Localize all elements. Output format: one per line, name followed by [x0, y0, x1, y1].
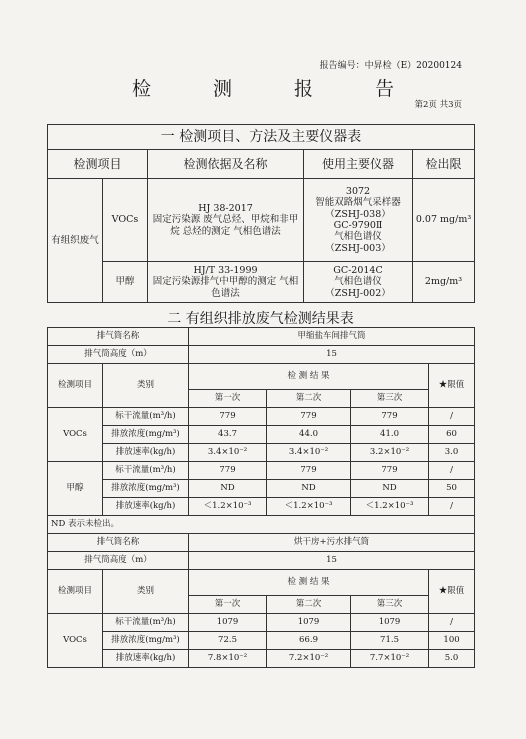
instrument-line: 气相色谱仪: [334, 231, 382, 243]
item-header: 检测项目: [48, 364, 103, 408]
result-value: 779: [267, 408, 351, 426]
category-cell: 排放速率(kg/h): [103, 498, 189, 516]
seal-stamp: [480, 560, 520, 670]
header-limit: 检出限: [413, 150, 475, 179]
standard-cell: [148, 179, 304, 262]
limit-value: /: [429, 462, 475, 480]
limit-value: 5.0: [429, 650, 475, 668]
category-cell: 标干流量(m³/h): [103, 462, 189, 480]
header-standard: 检测依据及名称: [148, 150, 304, 179]
limit-value: 100: [429, 632, 475, 650]
category-cell: 排放浓度(mg/m³): [103, 632, 189, 650]
limit-value: /: [429, 498, 475, 516]
run-header: 第一次: [189, 390, 267, 408]
category-cell: 排放速率(kg/h): [103, 444, 189, 462]
result-value: 7.8×10⁻²: [189, 650, 267, 668]
result-value: 3.2×10⁻²: [351, 444, 429, 462]
limit-header: ★限值: [429, 570, 475, 614]
pollutant-name: VOCs: [48, 408, 103, 462]
note: ND 表示未检出。: [48, 516, 475, 534]
result-value: 7.7×10⁻²: [351, 650, 429, 668]
pollutant-name: VOCs: [48, 614, 103, 668]
category-cell: 排放速率(kg/h): [103, 650, 189, 668]
result-value: 1079: [189, 614, 267, 632]
stack-height-label: 排气筒高度（m）: [48, 552, 189, 570]
stack-name: 烘干房+污水排气筒: [189, 534, 475, 552]
category-header: 类别: [103, 364, 189, 408]
result-value: ND: [189, 480, 267, 498]
category-cell: 标干流量(m³/h): [103, 408, 189, 426]
result-value: ＜1.2×10⁻³: [267, 498, 351, 516]
result-value: 779: [189, 462, 267, 480]
item-header: 检测项目: [48, 570, 103, 614]
result-value: 779: [189, 408, 267, 426]
result-value: 779: [267, 462, 351, 480]
instrument-line: GC-9790Ⅱ: [333, 220, 383, 231]
result-value: ＜1.2×10⁻³: [189, 498, 267, 516]
methods-table: [47, 124, 475, 303]
result-value: 7.2×10⁻²: [267, 650, 351, 668]
standard-name: 固定污染源排气中甲醇的测定 气相色谱法: [152, 276, 299, 299]
section2-title: 二 有组织排放废气检测结果表: [167, 311, 354, 327]
result-value: 3.4×10⁻²: [189, 444, 267, 462]
instrument-line: （ZSHJ-002）: [325, 287, 391, 299]
limit-value: 2mg/m³: [413, 262, 475, 303]
limit-value: 50: [429, 480, 475, 498]
report-number: 报告编号：中昇检（E）20200124: [319, 61, 462, 71]
standard-name: 固定污染源 废气总烃、甲烷和非甲烷 总烃的测定 气相色谱法: [152, 214, 299, 237]
result-value: 72.5: [189, 632, 267, 650]
instrument-line: （ZSHJ-003）: [325, 242, 391, 254]
run-header: 第二次: [267, 390, 351, 408]
standard-cell: [148, 262, 304, 303]
results-table: [47, 327, 475, 668]
category-cell: 标干流量(m³/h): [103, 614, 189, 632]
header-item: 检测项目: [48, 150, 148, 179]
limit-header: ★限值: [429, 364, 475, 408]
result-value: 3.4×10⁻²: [267, 444, 351, 462]
stack-height: 15: [189, 552, 475, 570]
result-value: ND: [267, 480, 351, 498]
stack-name: 甲缩盐车间排气筒: [189, 328, 475, 346]
category-cell: 排放浓度(mg/m³): [103, 480, 189, 498]
run-header: 第三次: [351, 596, 429, 614]
result-value: ＜1.2×10⁻³: [351, 498, 429, 516]
category-header: 类别: [103, 570, 189, 614]
group-label: 有组织废气: [48, 179, 103, 303]
page-title: 检 测 报 告: [131, 78, 423, 100]
result-value: 779: [351, 462, 429, 480]
limit-value: /: [429, 614, 475, 632]
standard-code: HJ/T 33-1999: [193, 264, 258, 276]
stack-name-label: 排气筒名称: [48, 328, 189, 346]
run-header: 第二次: [267, 596, 351, 614]
result-value: 779: [351, 408, 429, 426]
section1-title: 一 检测项目、方法及主要仪器表: [48, 125, 475, 150]
page-number: 第2页 共3页: [414, 100, 462, 110]
item-name: 甲醇: [103, 262, 148, 303]
instrument-line: GC-2014C: [333, 264, 383, 276]
result-value: 71.5: [351, 632, 429, 650]
result-value: 1079: [351, 614, 429, 632]
instrument-cell: [304, 179, 413, 262]
stack-height: 15: [189, 346, 475, 364]
instrument-line: 3072: [345, 185, 371, 197]
pollutant-name: 甲醇: [48, 462, 103, 516]
result-value: 66.9: [267, 632, 351, 650]
standard-code: HJ 38-2017: [198, 202, 253, 214]
result-value: 1079: [267, 614, 351, 632]
stack-height-label: 排气筒高度（m）: [48, 346, 189, 364]
limit-value: 0.07 mg/m³: [413, 179, 475, 262]
limit-value: 60: [429, 426, 475, 444]
limit-value: /: [429, 408, 475, 426]
limit-value: 3.0: [429, 444, 475, 462]
results-header: 检 测 结 果: [189, 364, 429, 390]
stack-name-label: 排气筒名称: [48, 534, 189, 552]
item-name: VOCs: [103, 179, 148, 262]
instrument-cell: [304, 262, 413, 303]
run-header: 第一次: [189, 596, 267, 614]
instrument-line: 气相色谱仪: [334, 276, 382, 288]
result-value: 43.7: [189, 426, 267, 444]
results-header: 检 测 结 果: [189, 570, 429, 596]
run-header: 第三次: [351, 390, 429, 408]
result-value: 44.0: [267, 426, 351, 444]
result-value: 41.0: [351, 426, 429, 444]
instrument-line: 智能双路烟气采样器: [315, 197, 401, 209]
category-cell: 排放浓度(mg/m³): [103, 426, 189, 444]
result-value: ND: [351, 480, 429, 498]
header-instrument: 使用主要仪器: [304, 150, 413, 179]
instrument-line: （ZSHJ-038）: [325, 208, 391, 220]
